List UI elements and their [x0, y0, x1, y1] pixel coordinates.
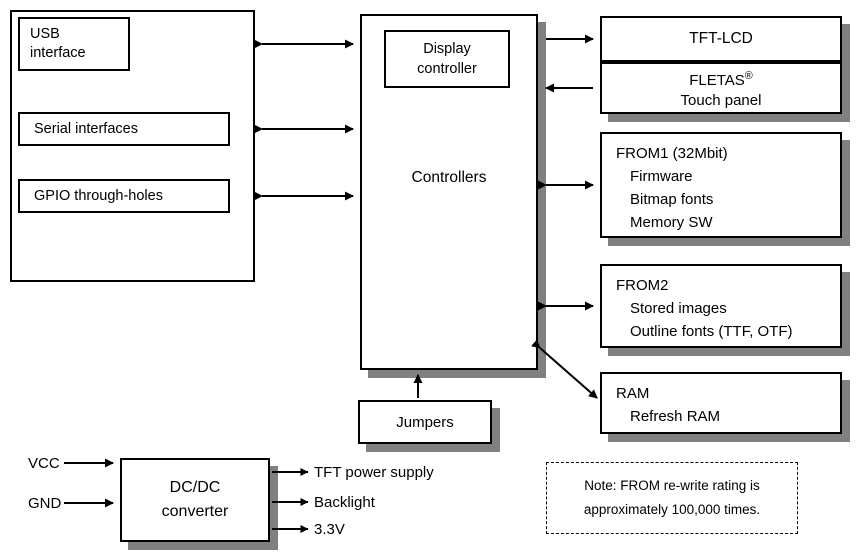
usb-interface-label-line1: USB [30, 26, 60, 42]
from1-line-bitmap-fonts: Bitmap fonts [630, 191, 714, 208]
jumpers-box [358, 400, 492, 444]
from1-box [600, 132, 842, 238]
ram-title: RAM [616, 385, 650, 402]
vcc-label: VCC [28, 455, 60, 472]
controllers-label: Controllers [411, 169, 487, 186]
from2-line-outline-fonts: Outline fonts (TTF, OTF) [630, 323, 793, 340]
note-line1: Note: FROM re-write rating is [584, 478, 760, 493]
tft-lcd-box [600, 16, 842, 62]
ram-line-refresh-ram: Refresh RAM [630, 408, 721, 425]
usb-interface-box [18, 17, 130, 71]
display-controller-box [384, 30, 510, 88]
backlight-label: Backlight [314, 494, 375, 511]
display-controller-label-line2: controller [417, 61, 477, 77]
dcdc-converter-label-line1: DC/DC [169, 479, 221, 496]
jumpers-label: Jumpers [396, 413, 454, 431]
from2-box [600, 264, 842, 348]
display-controller-label-line1: Display [423, 41, 471, 57]
gpio-through-holes-box [18, 179, 230, 213]
tft-power-supply-label: TFT power supply [314, 464, 434, 481]
note-box [546, 462, 798, 534]
serial-interfaces-label: Serial interfaces [34, 121, 138, 137]
dcdc-converter-box [120, 458, 270, 542]
from1-title: FROM1 (32Mbit) [616, 145, 728, 162]
ram-box [600, 372, 842, 434]
note-line2: approximately 100,000 times. [583, 502, 761, 517]
touch-panel-label-line1: FLETAS® [689, 69, 753, 89]
from1-line-firmware: Firmware [630, 168, 693, 185]
from2-title: FROM2 [616, 277, 669, 294]
from1-line-memory-sw: Memory SW [630, 214, 713, 231]
serial-interfaces-box [18, 112, 230, 146]
usb-interface-label-line2: interface [30, 45, 86, 61]
three-volt-label: 3.3V [314, 521, 345, 538]
gpio-through-holes-label: GPIO through-holes [34, 188, 163, 204]
touch-panel-label-line2: Touch panel [680, 91, 762, 109]
registered-trademark-icon: ® [744, 69, 753, 82]
from2-line-stored-images: Stored images [630, 300, 727, 317]
touch-panel-box [600, 62, 842, 114]
gnd-label: GND [28, 495, 62, 512]
tft-lcd-label: TFT-LCD [689, 30, 753, 47]
dcdc-converter-label-line2: converter [161, 503, 229, 520]
